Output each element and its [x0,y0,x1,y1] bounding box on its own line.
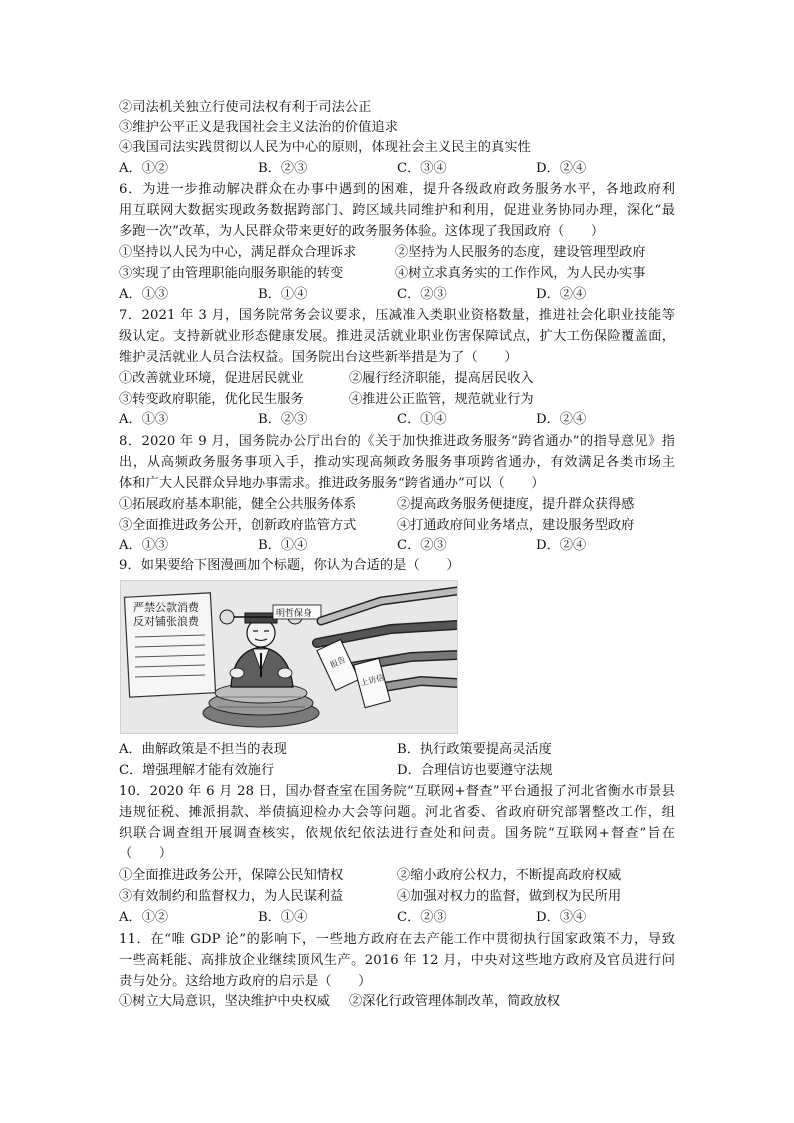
q7-statement-3: ③转变政府职能，优化民生服务 [119,392,304,407]
q9-stem: 9．如果要给下图漫画加个标题，你认为合适的是（ ） [119,558,460,573]
q6-option-a: A．①③ [119,287,169,302]
q10-option-c: C．②③ [397,910,447,925]
cartoon-sign [124,593,215,697]
cartoon-paper-letter: 上访信 [359,672,386,688]
q9-option-c: C．增强理解才能有效施行 [119,763,275,778]
q10-option-a: A．①② [119,910,169,925]
q6-stem-line1: 6．为进一步推动解决群众在办事中遇到的困难，提升各级政府政务服务水平，各地政府利 [119,182,675,197]
cartoon-paper-report: 报告 [328,654,348,670]
cartoon-sign-line1: 严禁公款消费 [133,601,199,614]
q8-stem-line3: 体和广大人民群众异地办事需求。推进政务服务“跨省通办”可以（ ） [119,476,545,491]
q7-option-b: B．②③ [258,412,308,427]
q6-statement-3: ③实现了由管理职能向服务职能的转变 [119,266,344,281]
q5-option-a: A．①② [119,161,169,176]
q10-statement-1: ①全面推进政务公开，保障公民知情权 [119,868,344,883]
q7-statement-2: ②履行经济职能，提高居民收入 [349,371,534,386]
q6-stem-line2: 用互联网大数据实现政务数据跨部门、跨区域共同维护和利用，促进业务协同办理，深化“最 [119,203,675,218]
money-pile [203,683,319,727]
q9-option-b: B．执行政策要提高灵活度 [397,742,552,757]
q7-statement-1: ①改善就业环境，促进居民就业 [119,371,304,386]
q5-option-b: B．②③ [258,161,308,176]
q6-option-c: C．②③ [397,287,447,302]
q11-stem-line1: 11．在“唯 GDP 论”的影响下，一些地方政府在去产能工作中贯彻执行国家政策不力，导致 [119,932,675,947]
q6-stem-line3: 多跑一次”改革，为人民群众带来更好的政务服务体验。这体现了我国政府（ ） [119,224,605,239]
q6-option-b: B．①④ [258,287,308,302]
q6-statement-1: ①坚持以人民为中心，满足群众合理诉求 [119,245,357,260]
q5-option-d: D．②④ [536,161,587,176]
statement-3: ③维护公平正义是我国社会主义法治的价值追求 [119,120,399,135]
q10-stem-line2: 违规征税、摊派捐款、举债搞迎检办大会等问题。河北省委、省政府研究部署整改工作，组 [119,805,675,820]
q8-stem-line2: 出，从高频政务服务事项入手，推动实现高频政务服务事项跨省通办，有效满足各类市场主 [119,455,675,470]
q10-stem-line3: 织联合调查组开展调查核实，依规依纪依法进行查处和问责。国务院“互联网+督查”旨在 [119,826,675,841]
q11-statement-1: ①树立大局意识，坚决维护中央权威 [119,994,330,1009]
q6-option-d: D．②④ [536,287,587,302]
q10-statement-3: ③有效制约和监督权力，为人民谋利益 [119,889,344,904]
q8-option-d: D．②④ [536,538,587,553]
q8-statement-3: ③全面推进政务公开，创新政府监管方式 [119,518,357,533]
q8-statement-4: ④打通政府间业务堵点，建设服务型政府 [397,518,635,533]
q10-option-b: B．①④ [258,910,308,925]
q7-stem-line1: 7．2021 年 3 月，国务院常务会议要求，压减准入类职业资格数量，推进社会化职业技能等 [119,308,675,323]
q9-option-d: D．合理信访也要遵守法规 [397,763,553,778]
statement-4: ④我国司法实践贯彻以人民为中心的原则，体现社会主义民主的真实性 [119,140,531,155]
q8-stem-line1: 8．2020 年 9 月，国务院办公厅出台的《关于加快推进政务服务“跨省通办”的指导意见》指 [119,434,675,449]
statement-2: ②司法机关独立行使司法权有利于司法公正 [119,100,372,115]
q10-stem-line1: 10．2020 年 6 月 28 日，国办督查室在国务院“互联网+督查”平台通报了河北省衡水市景县 [119,784,675,799]
q9-option-a: A．曲解政策是不担当的表现 [119,742,287,757]
cartoon-sign-line2: 反对铺张浪费 [133,615,199,628]
q10-option-d: D．③④ [536,910,587,925]
q10-statement-4: ④加强对权力的监督，做到权为民所用 [397,889,622,904]
q8-statement-2: ②提高政务服务便捷度，提升群众获得感 [397,497,635,512]
q7-option-d: D．②④ [536,412,587,427]
q7-stem-line2: 级认定。支持新就业形态健康发展。推进灵活就业职业伤害保障试点，扩大工伤保险覆盖面， [119,329,675,344]
q8-statement-1: ①拓展政府基本职能，健全公共服务体系 [119,497,357,512]
q8-option-b: B．①④ [258,538,308,553]
q7-option-a: A．①③ [119,412,169,427]
q7-statement-4: ④推进公正监管，规范就业行为 [349,392,534,407]
q11-statement-2: ②深化行政管理体制改革，简政放权 [349,994,560,1009]
q10-statement-2: ②缩小政府公权力，不断提高政府权威 [397,868,622,883]
q7-option-c: C．①④ [397,412,447,427]
q10-stem-line4: （ ） [119,846,173,861]
q6-statement-2: ②坚持为人民服务的态度，建设管理型政府 [395,245,646,260]
q11-stem-line3: 责与处分。这给地方政府的启示是（ ） [119,974,372,989]
q8-option-c: C．②③ [397,538,447,553]
cartoon-image [120,580,458,734]
cartoon-hat-label: 明哲保身 [276,609,313,619]
q11-stem-line2: 一些高耗能、高排放企业继续顶风生产。2016 年 12 月，中央对这些地方政府及官员进行问 [119,953,675,968]
q8-option-a: A．①③ [119,538,169,553]
q7-stem-line3: 维护灵活就业人员合法权益。国务院出台这些新举措是为了（ ） [119,350,518,365]
q5-option-c: C．③④ [397,161,447,176]
q6-statement-4: ④树立求真务实的工作作风，为人民办实事 [395,266,646,281]
